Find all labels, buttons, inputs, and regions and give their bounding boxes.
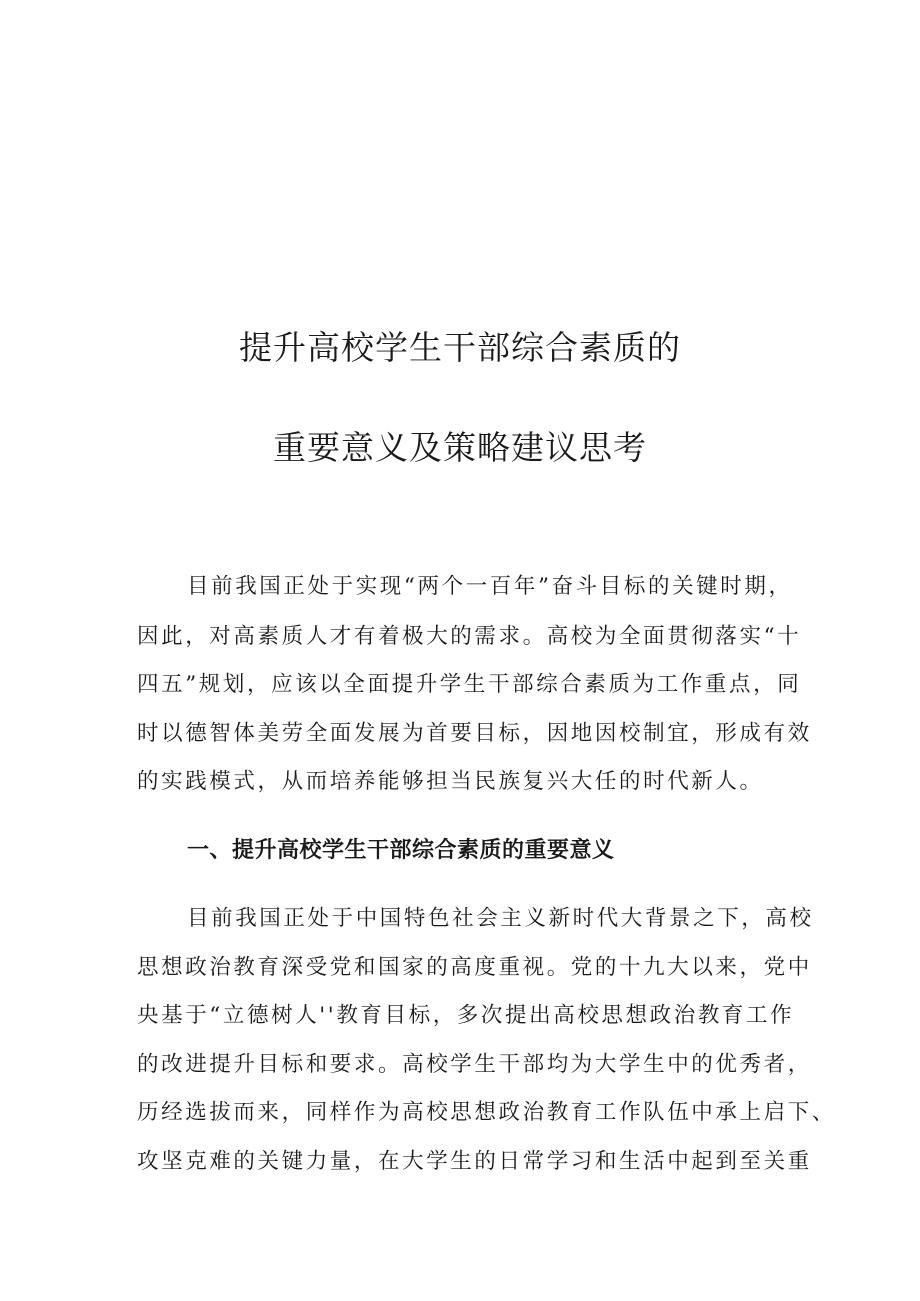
intro-paragraph-line: 目前我国正处于实现“两个一百年”奋斗目标的关键时期， <box>187 574 793 599</box>
section-1-paragraph-line: 央基于“立德树人''教育目标，多次提出高校思想政治教育工作 <box>137 1003 795 1028</box>
document-title-line-1: 提升高校学生干部综合素质的 <box>239 328 681 367</box>
section-1-heading: 一、提升高校学生干部综合素质的重要意义 <box>187 838 615 863</box>
section-1-paragraph-line: 历经选拔而来，同样作为高校思想政治教育工作队伍中承上启下、 <box>137 1100 836 1125</box>
intro-paragraph-line: 因此，对高素质人才有着极大的需求。高校为全面贯彻落实“十 <box>137 624 802 649</box>
document-title-line-2: 重要意义及策略建议思考 <box>273 428 647 467</box>
section-1-paragraph-line: 的改进提升目标和要求。高校学生干部均为大学生中的优秀者， <box>137 1052 812 1077</box>
section-1-paragraph-line: 思想政治教育深受党和国家的高度重视。党的十九大以来，党中 <box>137 955 812 980</box>
section-1-paragraph-line: 目前我国正处于中国特色社会主义新时代大背景之下，高校 <box>187 906 814 931</box>
intro-paragraph-line: 时以德智体美劳全面发展为首要目标，因地因校制宜，形成有效 <box>137 721 812 746</box>
intro-paragraph-line: 四五”规划，应该以全面提升学生干部综合素质为工作重点，同 <box>137 672 802 697</box>
intro-paragraph-line: 的实践模式，从而培养能够担当民族复兴大任的时代新人。 <box>137 769 764 794</box>
section-1-paragraph-line: 攻坚克难的关键力量，在大学生的日常学习和生活中起到至关重 <box>137 1149 812 1174</box>
